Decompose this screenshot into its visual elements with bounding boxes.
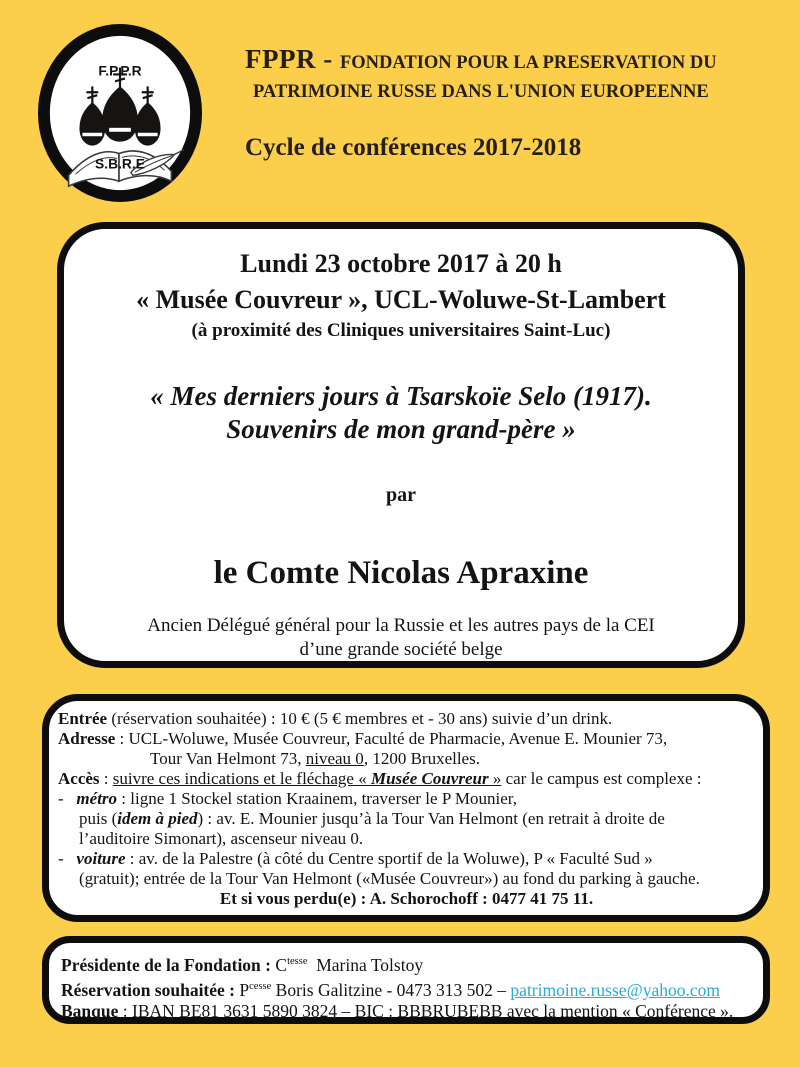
event-venue: « Musée Couvreur », UCL-Woluwe-St-Lambert xyxy=(136,285,666,314)
text-line: Tour Van Helmont 73, niveau 0, 1200 Bruxelles. xyxy=(150,749,480,768)
event-card xyxy=(57,222,745,668)
event-proximity: (à proximité des Cliniques universitaires Saint-Luc) xyxy=(191,320,611,341)
org-name-line2: PATRIMOINE RUSSE DANS L'UNION EUROPEENNE xyxy=(253,82,709,102)
text-line: (gratuit); entrée de la Tour Van Helmont («Musée Couvreur») au fond du parking à gauche. xyxy=(79,869,700,888)
talk-title-line1: « Mes derniers jours à Tsarskoïe Selo (1917). xyxy=(150,381,652,411)
text-line: Accès : suivre ces indications et le fléchage « Musée Couvreur » car le campus est complexe : xyxy=(58,769,702,788)
footer-card xyxy=(42,936,770,1024)
org-abbr: FPPR - xyxy=(245,44,340,74)
text-line: Entrée (réservation souhaitée) : 10 € (5 € membres et - 30 ans) suivie d’un drink. xyxy=(58,709,613,728)
speaker-desc-line2: d’une grande société belge xyxy=(299,639,503,660)
text-line: Réservation souhaitée : $P^{cesse}$ Boris Galitzine - 0473 313 502 – patrimoine.russe@yahoo.com xyxy=(61,979,720,1000)
text-line: puis (idem à pied) : av. E. Mounier jusqu’à la Tour Van Helmont (en retrait à droite de xyxy=(79,809,665,828)
org-name-line1 xyxy=(245,44,765,79)
event-date: Lundi 23 octobre 2017 à 20 h xyxy=(240,249,562,278)
fppr-logo xyxy=(36,24,204,202)
speaker-name: le Comte Nicolas Apraxine xyxy=(213,555,589,591)
logo-top-label: F.P.P.R xyxy=(98,62,142,79)
speaker-desc-line1: Ancien Délégué général pour la Russie et les autres pays de la CEI xyxy=(147,615,655,636)
text-line: Présidente de la Fondation : $C^{tesse}$ Marina Tolstoy xyxy=(61,954,424,975)
logo-bottom-label: S.B.R.E xyxy=(95,155,145,172)
practical-info-card xyxy=(42,694,770,922)
talk-title-line2: Souvenirs de mon grand-père » xyxy=(226,414,576,444)
cycle-title: Cycle de conférences 2017-2018 xyxy=(245,134,582,161)
text-line: Adresse : UCL-Woluwe, Musée Couvreur, Faculté de Pharmacie, Avenue E. Mounier 73, xyxy=(58,729,668,748)
text-line: Banque : IBAN BE81 3631 5890 3824 – BIC : BBBRUBEBB avec la mention « Conférence ». xyxy=(61,1000,734,1021)
speaker-description xyxy=(64,614,738,662)
text-line: - voiture : av. de la Palestre (à côté du Centre sportif de la Woluwe), P « Faculté Sud » xyxy=(58,849,653,868)
talk-title xyxy=(64,380,738,446)
org-name-part1: FONDATION POUR LA PRESERVATION DU xyxy=(339,53,717,73)
text-line: Et si vous perdu(e) : A. Schorochoff : 0477 41 75 11. xyxy=(219,889,594,908)
text-line: l’auditoire Simonart), ascenseur niveau 0. xyxy=(79,829,364,848)
email-link[interactable]: patrimoine.russe@yahoo.com xyxy=(510,979,720,1000)
org-title xyxy=(245,44,765,105)
text-line: - métro : ligne 1 Stockel station Kraainem, traverser le P Mounier, xyxy=(58,789,518,808)
by-label: par xyxy=(386,484,416,506)
